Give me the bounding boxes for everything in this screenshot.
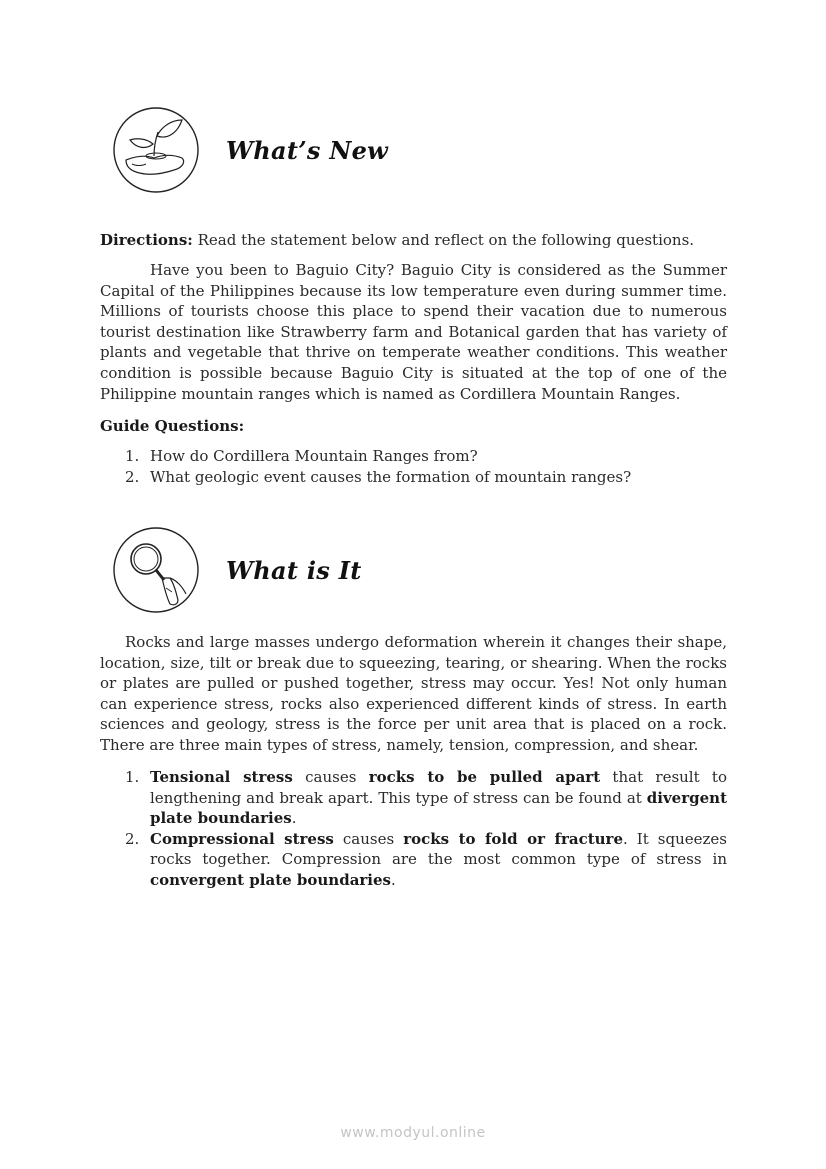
intro-paragraph: Have you been to Baguio City? Baguio City is considered as the Summer Capital of the Philippines because its low temperature even during summer time. Millions of tourists choose this place to spend their vacation due to numerous tourist destination like Strawberry farm and Botanical garden that has variety of plants and vegetable that thrive on temperate weather conditions. This weather condition is possible because Baguio City is situated at the top of one of the Philippine mountain ranges which is named as Cordillera Mountain Ranges. [100, 261, 727, 403]
section-title: What’s New [226, 135, 389, 165]
section-title: What is It [226, 555, 362, 585]
term: Compressional stress [150, 829, 334, 848]
question-text: How do Cordillera Mountain Ranges from? [150, 447, 478, 465]
what-is-it-header [112, 526, 362, 614]
hand-holding-sprout-icon [112, 106, 200, 194]
text: causes [292, 768, 369, 786]
directions-text: Read the statement below and reflect on the following questions. [192, 231, 695, 249]
text: . [291, 809, 297, 828]
emphasis: rocks to fold or fracture [403, 829, 623, 848]
text: . [391, 870, 396, 889]
whats-new-header [112, 106, 388, 194]
guide-questions-list [100, 446, 727, 487]
list-item [100, 446, 727, 467]
magnifying-glass-hand-icon [112, 526, 200, 614]
stress-types-list [100, 767, 727, 891]
item-number: 1. [125, 447, 140, 465]
list-item [100, 467, 727, 488]
watermark: www.modyul.online [340, 1125, 486, 1141]
emphasis: convergent plate boundaries [150, 870, 391, 889]
list-item [100, 829, 727, 891]
emphasis: rocks to be pulled apart [368, 768, 601, 786]
text: . It squeezes rocks together. Compression are the most common type of stress in [150, 829, 727, 869]
directions [100, 230, 727, 251]
text: causes [333, 829, 404, 848]
item-number: 2. [125, 829, 140, 848]
list-item [100, 767, 727, 829]
text: that result to lengthening and break apart. This type of stress can be found at [150, 768, 727, 807]
question-text: What geologic event causes the formation of mountain ranges? [150, 467, 632, 486]
item-number: 1. [125, 768, 140, 786]
directions-label: Directions: [100, 231, 193, 249]
guide-questions-label [100, 416, 727, 437]
guide-label: Guide Questions: [100, 417, 245, 435]
emphasis: divergent plate boundaries [150, 788, 727, 828]
term: Tensional stress [150, 768, 293, 786]
item-number: 2. [125, 467, 140, 486]
stress-paragraph: Rocks and large masses undergo deformation wherein it changes their shape, location, size, tilt or break due to squeezing, tearing, or shearing. When the rocks or plates are pulled or pushed together, stress may occur. Yes! Not only human can experience stress, rocks also experienced different kinds of stress. In earth sciences and geology, stress is the force per unit area that is placed on a rock. There are three main types of stress, namely, tension, compression, and shear. [100, 633, 727, 754]
